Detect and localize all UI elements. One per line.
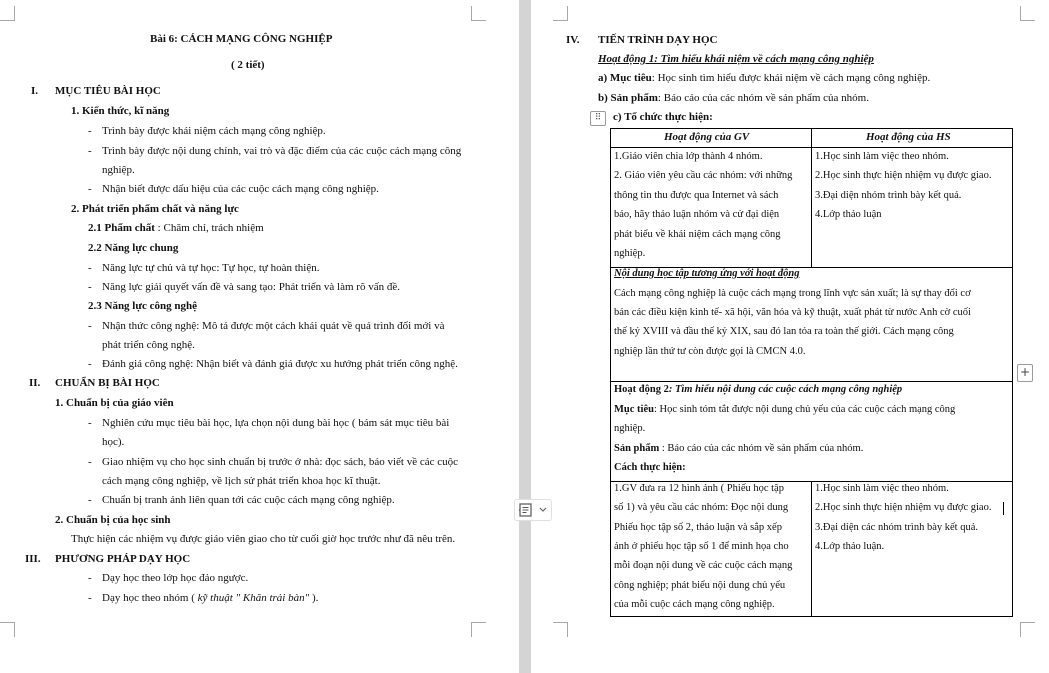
- cell-text: nghiệp lần thứ tư còn được gọi là CMCN 4.0.: [614, 346, 806, 357]
- bullet-dash: -: [88, 456, 92, 468]
- cell-text: ảnh ở phiếu học tập số 1 để minh họa cho: [614, 541, 789, 552]
- cell-text: nghiệp.: [614, 423, 646, 434]
- list-item: học).: [102, 436, 125, 448]
- lesson-title: Bài 6: CÁCH MẠNG CÔNG NGHIỆP: [150, 33, 333, 45]
- quality-line: 2.1 Phẩm chất : Chăm chỉ, trách nhiệm: [88, 222, 264, 234]
- crop-mark: [1020, 622, 1035, 637]
- subsection-heading: 1. Kiến thức, kĩ năng: [71, 105, 170, 117]
- objective-line: a) Mục tiêu: Học sinh tìm hiểu được khái niệm về cách mạng công nghiệp.: [598, 72, 931, 84]
- crop-mark: [0, 6, 15, 21]
- cell-text: 4.Lớp thảo luận: [815, 209, 882, 220]
- product-line: Sản phẩm : Báo cáo của các nhóm về sản phẩm của nhóm.: [614, 443, 864, 454]
- bullet-dash: -: [88, 494, 92, 506]
- cell-text: 2. Giáo viên yêu cầu các nhóm: với những: [614, 170, 793, 181]
- activity-1-heading: Hoạt động 1: Tìm hiểu khái niệm về cách mạng công nghiệp: [598, 53, 874, 65]
- list-item: phát triển công nghệ.: [102, 339, 195, 351]
- header-teacher-activity: Hoạt động của GV: [664, 131, 750, 143]
- cell-text: 4.Lớp thảo luận.: [815, 541, 885, 552]
- document-page-left: [0, 0, 519, 673]
- cell-text: phát biểu về khái niệm cách mạng công: [614, 229, 781, 240]
- cell-text: số 1) và yêu cầu các nhóm: Đọc nội dung: [614, 502, 789, 513]
- list-item: Nhận thức công nghệ: Mô tả được một cách khái quát về quá trình đổi mới và: [102, 320, 445, 332]
- cell-text: thông tin thu được qua Internet và sách: [614, 190, 779, 201]
- page-gap: [519, 0, 531, 673]
- section-heading-preparation: CHUẨN BỊ BÀI HỌC: [55, 377, 160, 389]
- subsection-heading: 2. Phát triển phẩm chất và năng lực: [71, 203, 239, 215]
- list-item: nghiệp.: [102, 164, 135, 176]
- product-line: b) Sản phẩm: Báo cáo của các nhóm về sản phẩm của nhóm.: [598, 92, 869, 104]
- bullet-dash: -: [88, 183, 92, 195]
- lesson-duration: ( 2 tiết): [231, 59, 265, 71]
- list-item: Chuẩn bị tranh ảnh liên quan tới các cuộc cách mạng công nghiệp.: [102, 494, 395, 506]
- section-number: I.: [31, 85, 39, 97]
- activity-2-heading: Hoạt động 2: Tìm hiểu nội dung các cuộc cách mạng công nghiệp: [614, 384, 903, 395]
- organization-heading: c) Tổ chức thực hiện:: [613, 111, 713, 123]
- cell-text: 3.Đại diện các nhóm trình bày kết quả.: [815, 522, 978, 533]
- crop-mark: [553, 6, 568, 21]
- list-item: Đánh giá công nghệ: Nhận biết và đánh giá được xu hướng phát triển công nghệ.: [102, 358, 458, 370]
- section-number: IV.: [566, 34, 580, 46]
- section-number: III.: [25, 553, 41, 565]
- section-heading-objectives: MỤC TIÊU BÀI HỌC: [55, 85, 161, 97]
- crop-mark: [471, 622, 486, 637]
- header-student-activity: Hoạt động của HS: [866, 131, 951, 143]
- bullet-dash: -: [88, 145, 92, 157]
- bullet-dash: -: [88, 417, 92, 429]
- table-move-handle-icon[interactable]: ⠿: [590, 111, 606, 126]
- bullet-dash: -: [88, 320, 92, 332]
- content-heading: Nội dung học tập tương ứng với hoạt động: [614, 268, 800, 279]
- cell-text: bản các điều kiện kinh tế- xã hội, văn hóa và kỹ thuật, xuất phát từ nước Anh cờ cuối: [614, 307, 971, 318]
- crop-mark: [471, 6, 486, 21]
- crop-mark: [0, 622, 15, 637]
- cell-text: 3.Đại diện nhóm trình bày kết quả.: [815, 190, 962, 201]
- bullet-dash: -: [88, 125, 92, 137]
- text-cursor: [1003, 502, 1004, 515]
- bullet-dash: -: [88, 572, 92, 584]
- cell-text: mỗi đoạn nội dung về các cuộc cách mạng: [614, 560, 793, 571]
- comment-control[interactable]: [514, 499, 552, 521]
- cell-text: 1.Giáo viên chia lớp thành 4 nhóm.: [614, 151, 763, 162]
- section-heading-methods: PHƯƠNG PHÁP DẠY HỌC: [55, 553, 191, 565]
- bullet-dash: -: [88, 281, 92, 293]
- cell-text: Phiếu học tập số 2, thảo luận và sắp xếp: [614, 522, 782, 533]
- list-item: Giao nhiệm vụ cho học sinh chuẩn bị trước ở nhà: đọc sách, báo viết về các cuộc: [102, 456, 459, 468]
- cell-text: báo, hãy thảo luận nhóm và cử đại diện: [614, 209, 780, 220]
- list-item: Dạy học theo lớp học đảo ngược.: [102, 572, 249, 584]
- cell-text: thế kỷ XVIII và đầu thế kỷ XIX, sau đó lan tỏa ra toàn thế giới. Cách mạng công: [614, 326, 954, 337]
- cell-text: 2.Học sinh thực hiện nhiệm vụ được giao.: [815, 502, 992, 513]
- section-number: II.: [29, 377, 41, 389]
- list-item: Nhận biết được dấu hiệu của các cuộc cách mạng công nghiệp.: [102, 183, 379, 195]
- subsection-heading: 2. Chuẩn bị của học sinh: [55, 514, 171, 526]
- paragraph: Thực hiện các nhiệm vụ được giáo viên giao cho từ cuối giờ học trước như đã nêu trên.: [71, 533, 456, 545]
- bullet-dash: -: [88, 592, 92, 604]
- bullet-dash: -: [88, 358, 92, 370]
- cell-text: 1.GV đưa ra 12 hình ảnh ( Phiếu học tập: [614, 483, 784, 494]
- method-heading: Cách thực hiện:: [614, 462, 686, 473]
- cell-text: 2.Học sinh thực hiện nhiệm vụ được giao.: [815, 170, 992, 181]
- list-item: cách mạng công nghiệp, về lịch sử phát triển khoa học kĩ thuật.: [102, 475, 381, 487]
- list-item: Trình bày được khái niệm cách mạng công nghiệp.: [102, 125, 326, 137]
- list-item: Nghiên cứu mục tiêu bài học, lựa chọn nội dung bài học ( bám sát mục tiêu bài: [102, 417, 450, 429]
- list-item: Dạy học theo nhóm ( kỹ thuật " Khăn trải bàn" ).: [102, 592, 319, 604]
- crop-mark: [1020, 6, 1035, 21]
- crop-mark: [553, 622, 568, 637]
- cell-text: 1.Học sinh làm việc theo nhóm.: [815, 151, 949, 162]
- sub-heading-tech-competence: 2.3 Năng lực công nghệ: [88, 300, 197, 312]
- list-item: Trình bày được nội dung chính, vai trò và đặc điểm của các cuộc cách mạng công: [102, 145, 462, 157]
- objective-line: Mục tiêu: Học sinh tóm tắt được nội dung chủ yếu của các cuộc cách mạng công: [614, 404, 956, 415]
- cell-text: nghiệp.: [614, 248, 646, 259]
- cell-text: 1.Học sinh làm việc theo nhóm.: [815, 483, 949, 494]
- comment-icon[interactable]: [515, 500, 551, 520]
- subsection-heading: 1. Chuẩn bị của giáo viên: [55, 397, 174, 409]
- cell-text: Cách mạng công nghiệp là cuộc cách mạng trong lĩnh vực sản xuất; là sự thay đổi cơ: [614, 288, 971, 299]
- section-heading-process: TIẾN TRÌNH DẠY HỌC: [598, 34, 718, 46]
- add-row-plus-icon[interactable]: +: [1017, 364, 1033, 382]
- sub-heading-general-competence: 2.2 Năng lực chung: [88, 242, 179, 254]
- cell-text: công nghiệp; phát biểu nội dung chủ yếu: [614, 580, 786, 591]
- cell-text: của mỗi cuộc cách mạng công nghiệp.: [614, 599, 775, 610]
- list-item: Năng lực tự chủ và tự học: Tự học, tự hoàn thiện.: [102, 262, 320, 274]
- bullet-dash: -: [88, 262, 92, 274]
- list-item: Năng lực giải quyết vấn đề và sang tạo: Phát triển và làm rõ vấn đề.: [102, 281, 400, 293]
